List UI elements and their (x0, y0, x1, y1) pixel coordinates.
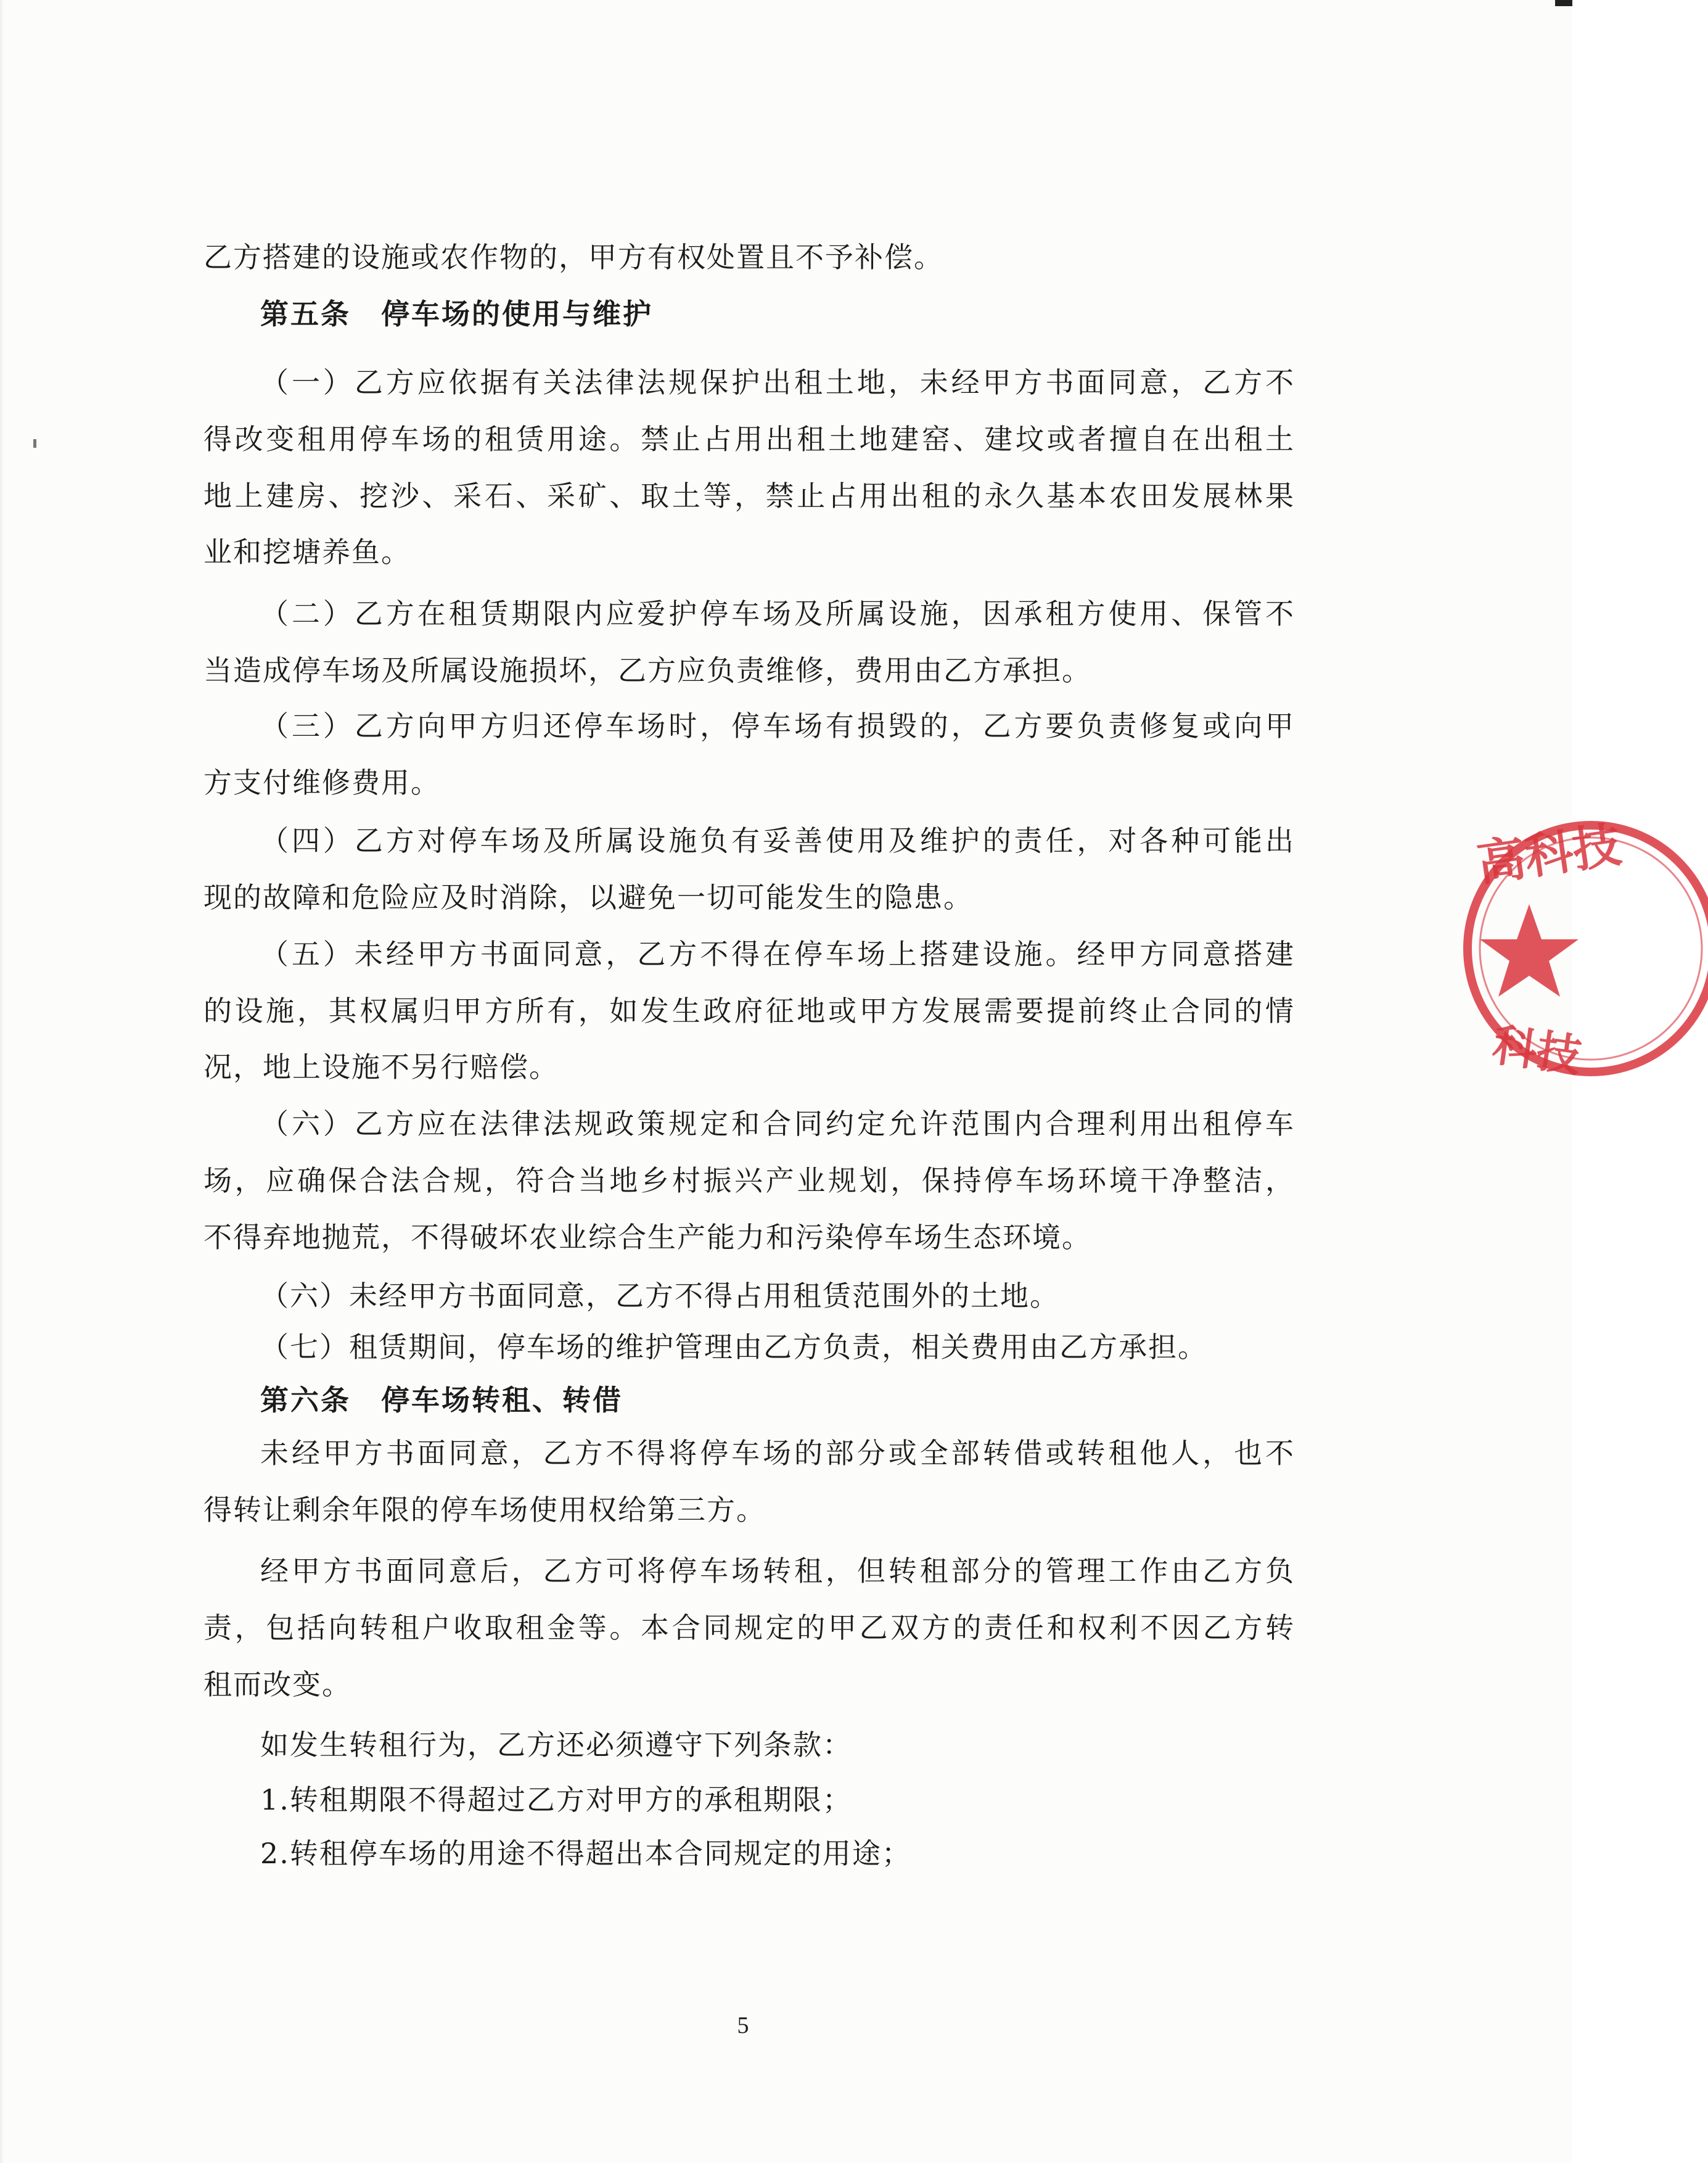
paragraph-line: 的设施，其权属归甲方所有，如发生政府征地或甲方发展需要提前终止合同的情 (203, 994, 1295, 1028)
paragraph-line: 况，地上设施不另行赔偿。 (203, 1050, 559, 1084)
company-seal (1443, 801, 1708, 1127)
paragraph-line: （四）乙方对停车场及所属设施负有妥善使用及维护的责任，对各种可能出 (260, 824, 1295, 857)
seal-star-icon (1480, 904, 1579, 997)
page-number: 5 (737, 2013, 749, 2038)
paragraph-line: （一）乙方应依据有关法律法规保护出租土地，未经甲方书面同意，乙方不 (260, 366, 1295, 399)
paragraph-line: 乙方搭建的设施或农作物的，甲方有权处置且不予补偿。 (203, 241, 943, 274)
paragraph-line: （六）乙方应在法律法规政策规定和合同约定允许范围内合理利用出租停车 (260, 1107, 1295, 1140)
paragraph-line: 现的故障和危险应及时消除，以避免一切可能发生的隐患。 (203, 881, 973, 914)
paragraph-line: （三）乙方向甲方归还停车场时，停车场有损毁的，乙方要负责修复或向甲 (260, 709, 1295, 743)
paragraph-line: （七）租赁期间，停车场的维护管理由乙方负责，相关费用由乙方承担。 (260, 1330, 1207, 1364)
paragraph-line: （五）未经甲方书面同意，乙方不得在停车场上搭建设施。经甲方同意搭建 (260, 937, 1295, 971)
paragraph-line: 经甲方书面同意后，乙方可将停车场转租，但转租部分的管理工作由乙方负 (260, 1554, 1295, 1588)
list-item: 2.转租停车场的用途不得超出本合同规定的用途； (260, 1837, 911, 1870)
article-heading: 第五条 停车场的使用与维护 (260, 297, 653, 331)
paragraph-line: 当造成停车场及所属设施损坏，乙方应负责维修，费用由乙方承担。 (203, 654, 1091, 687)
scan-edge-shadow (0, 0, 4, 2163)
list-item: 1.转租期限不得超过乙方对甲方的承租期限； (260, 1783, 852, 1816)
paragraph-line: 得改变租用停车场的租赁用途。禁止占用出租土地建窑、建坟或者擅自在出租土 (203, 422, 1295, 456)
paragraph-line: 责，包括向转租户收取租金等。本合同规定的甲乙双方的责任和权利不因乙方转 (203, 1611, 1295, 1644)
paragraph-line: 场，应确保合法合规，符合当地乡村振兴产业规划，保持停车场环境干净整洁， (203, 1164, 1295, 1197)
paragraph-line: 租而改变。 (203, 1668, 351, 1701)
seal-text-top: 高科技 (1474, 817, 1625, 892)
article-heading: 第六条 停车场转租、转借 (260, 1383, 623, 1417)
scan-corner-mark (1555, 0, 1572, 6)
paragraph-line: （二）乙方在租赁期限内应爱护停车场及所属设施，因承租方使用、保管不 (260, 597, 1295, 630)
paragraph-line: 地上建房、挖沙、采石、采矿、取土等，禁止占用出租的永久基本农田发展林果 (203, 479, 1295, 513)
paragraph-line: （六）未经甲方书面同意，乙方不得占用租赁范围外的土地。 (260, 1279, 1059, 1312)
seal-text-bottom: 科技 (1489, 1018, 1585, 1082)
paragraph-line: 得转让剩余年限的停车场使用权给第三方。 (203, 1493, 766, 1526)
paragraph-line: 业和挖塘养鱼。 (203, 535, 411, 569)
paragraph-line: 方支付维修费用。 (203, 766, 440, 799)
scan-edge-tick (33, 439, 36, 448)
paragraph-line: 如发生转租行为，乙方还必须遵守下列条款： (260, 1728, 852, 1761)
paragraph-line: 未经甲方书面同意，乙方不得将停车场的部分或全部转借或转租他人，也不 (260, 1436, 1295, 1470)
paragraph-line: 不得弃地抛荒，不得破坏农业综合生产能力和污染停车场生态环境。 (203, 1221, 1091, 1254)
